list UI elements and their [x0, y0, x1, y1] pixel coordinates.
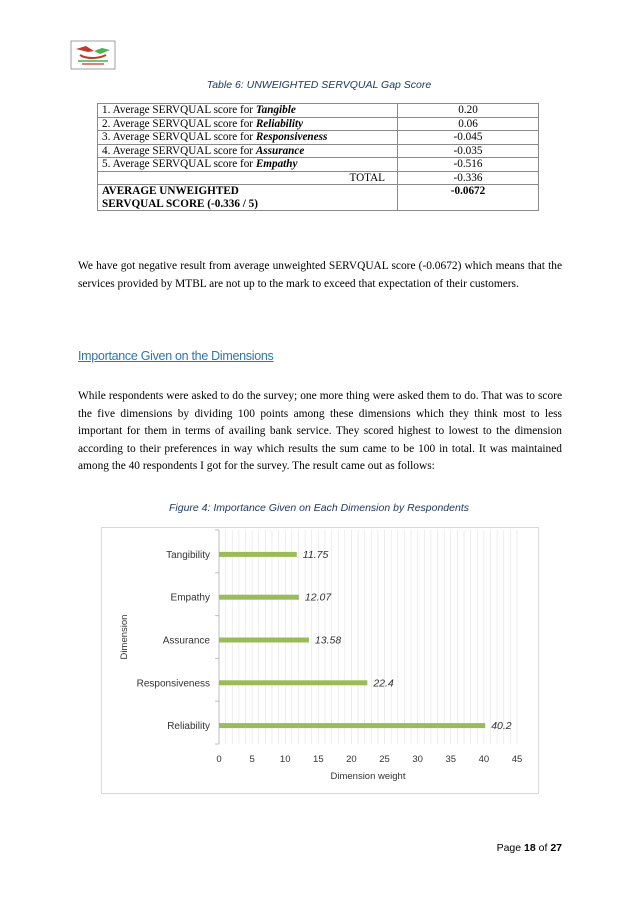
gap-row-value: -0.516 [398, 158, 539, 172]
table-caption: Table 6: UNWEIGHTED SERVQUAL Gap Score [206, 79, 432, 91]
footer-mid: of [535, 842, 551, 854]
gap-row-value: 0.20 [398, 104, 539, 118]
x-tick-label: 40 [478, 754, 490, 765]
gap-row-prefix: 5. Average SERVQUAL score for [102, 158, 256, 170]
category-label: Responsiveness [136, 678, 210, 690]
x-tick-label: 0 [216, 754, 222, 765]
x-tick-label: 15 [313, 754, 324, 765]
total-value: -0.336 [398, 171, 539, 185]
category-label: Empathy [170, 592, 210, 604]
gap-row-dimension: Assurance [255, 144, 305, 157]
category-label: Tangibility [166, 549, 210, 561]
footer-prefix: Page [496, 842, 525, 854]
average-label-line2: SERVQUAL SCORE (-0.336 / 5) [102, 197, 258, 210]
category-label: Assurance [162, 635, 210, 647]
section-heading: Importance Given on the Dimensions [78, 349, 274, 363]
x-tick-label: 20 [346, 754, 357, 765]
gap-row-prefix: 1. Average SERVQUAL score for [102, 104, 256, 116]
bar [219, 638, 309, 643]
data-label: 40.2 [491, 720, 512, 733]
survey-paragraph: While respondents were asked to do the survey; one more thing were asked them to do. That was to score the five dimensions by dividing 100 points among these dimensions which they think most to less important for them in terms of availing bank service. They scored highest to lowest to the dimension according to their preferences in way which results the sum came to be 100 in total. It was maintained among the 40 respondents I got for the survey. The result came out as follows: [78, 390, 562, 473]
gap-row-dimension: Responsiveness [255, 131, 328, 143]
data-label: 12.07 [304, 591, 332, 604]
x-tick-label: 30 [412, 754, 423, 765]
bar [219, 723, 485, 728]
bar [219, 552, 297, 557]
x-tick-label: 5 [249, 754, 255, 765]
data-label: 13.58 [314, 634, 342, 647]
category-label: Reliability [167, 721, 210, 733]
gap-row-value: 0.06 [398, 117, 539, 131]
total-label: TOTAL [98, 171, 398, 185]
gap-row-prefix: 3. Average SERVQUAL score for [102, 131, 256, 143]
x-axis-title: Dimension weight [330, 771, 406, 782]
figure-caption: Figure 4: Importance Given on Each Dimension by Respondents [169, 502, 469, 514]
bar [219, 595, 299, 600]
bar [219, 680, 367, 685]
average-value: -0.0672 [398, 185, 539, 211]
gap-row-prefix: 4. Average SERVQUAL score for [102, 144, 256, 157]
current-page: 18 [524, 842, 536, 854]
page-footer [497, 842, 562, 854]
x-tick-label: 10 [279, 754, 291, 765]
result-paragraph: We have got negative result from average unweighted SERVQUAL score (-0.0672) which means that the services provided by MTBL are not up to the mark to exceed that expectation of their customers. [78, 260, 562, 290]
gap-row-prefix: 2. Average SERVQUAL score for [102, 117, 256, 130]
total-pages: 27 [550, 842, 562, 854]
gap-row-dimension: Empathy [255, 158, 298, 170]
x-tick-label: 45 [511, 754, 523, 765]
gap-row-dimension: Tangible [255, 104, 296, 116]
gap-row-value: -0.045 [398, 131, 539, 145]
average-label-line1: AVERAGE UNWEIGHTED [102, 185, 239, 197]
gap-row-dimension: Reliability [255, 117, 304, 130]
data-label: 11.75 [302, 548, 329, 561]
gap-row-value: -0.035 [398, 144, 539, 158]
data-label: 22.4 [373, 677, 394, 690]
y-axis-title: Dimension [119, 614, 130, 660]
x-tick-label: 35 [445, 754, 457, 765]
x-tick-label: 25 [379, 754, 390, 765]
